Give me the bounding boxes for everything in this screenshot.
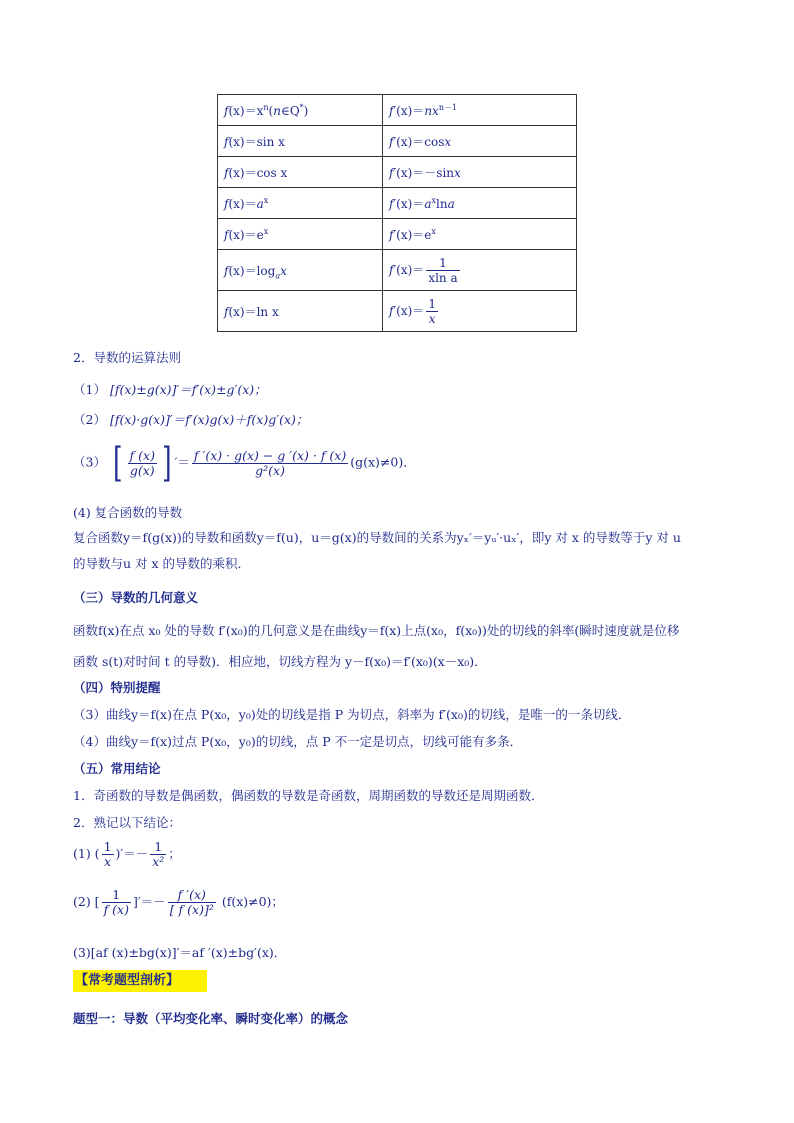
table-cell: f′(x)＝cosx (383, 126, 577, 157)
conclusion-3: (3)[af (x)±bg(x)]′＝af ′(x)±bg′(x)． (73, 945, 287, 960)
table-cell: f′(x)＝ $\frac{1}{\text{xln a}}$ (383, 250, 577, 291)
common-question-types-banner: 【常考题型剖析】 (73, 970, 207, 992)
list-item: 1．奇函数的导数是偶函数，偶函数的导数是奇函数，周期函数的导数还是周期函数． (73, 788, 544, 803)
section-heading: （三）导数的几何意义 (73, 590, 199, 605)
table-cell: $f(x)=a^x$ (218, 188, 383, 219)
table-cell: f′(x)＝ $\frac{1}{x}$ (383, 291, 577, 332)
list-item: （4）曲线y＝f(x)过点 P(x₀，y₀)的切线，点 P 不一定是切点，切线可能有多条． (73, 734, 523, 749)
table-row (218, 157, 577, 188)
fraction: $\frac{f '(x)}{\text{[ f (x)]²}}$ (169, 887, 214, 917)
question-type-heading: 题型一：导数（平均变化率、瞬时变化率）的概念 (73, 1011, 349, 1026)
table-cell: f(x)＝sin x (218, 126, 383, 157)
fraction: $\frac{f '(x) \cdot g(x) - g '(x) \cdot f (x)}{\text{g²(x)}}$ (193, 447, 347, 478)
table-row (218, 219, 577, 250)
table-row (218, 188, 577, 219)
table-cell: $f'(x)=nx^{n-1}$ (383, 95, 577, 126)
fraction: $\frac{1}{x}$ (103, 839, 112, 869)
rule-3: （3） [ $\frac{f (x)}{g(x)}$ ] ′＝ $\frac{f '(x) \cdot g(x) - g '(x) \cdot f (x)}{\text{g²(x)}}$ (g(x)≠0)． (73, 440, 416, 486)
paragraph: 函数f(x)在点 x₀ 处的导数 f′(x₀)的几何意义是在曲线y＝f(x)上点(x₀，f(x₀))处的切线的斜率(瞬时速度就是位移 (73, 623, 680, 638)
conclusion-1: (1) ( $\frac{1}{x}$ )′＝－ $\frac{1}{\text{x²}}$ ； (73, 839, 181, 869)
table-cell: f(x)＝cos x (218, 157, 383, 188)
table-cell: f(x)＝ln x (218, 291, 383, 332)
fraction: $\frac{1}{\text{x²}}$ (152, 839, 165, 869)
table-cell: $f(x)=e^x$ (218, 219, 383, 250)
table-row (218, 95, 577, 126)
fraction: $\frac{1}{\text{xln a}}$ (428, 255, 458, 285)
table-cell: $f(x)=\log_ax$ (218, 250, 383, 291)
section-heading: （四）特别提醒 (73, 680, 161, 695)
paragraph: 的导数与u 对 x 的导数的乘积． (73, 556, 251, 571)
table-row (218, 126, 577, 157)
derivative-formula-table (217, 94, 577, 332)
conclusion-2: (2) [ $\frac{1}{f (x)}$ ]′＝－ $\frac{f '(x)}{\text{[ f (x)]²}}$ (f(x)≠0)； (73, 887, 284, 917)
section-heading: （五）常用结论 (73, 761, 161, 776)
table-cell: f′(x)＝－sinx (383, 157, 577, 188)
rule-4: (4) 复合函数的导数 (73, 505, 183, 520)
section-heading: 2．导数的运算法则 (73, 350, 181, 365)
fraction: $\frac{1}{f (x)}$ (103, 887, 129, 917)
table-row (218, 250, 577, 291)
rule-2: （2） [f(x)·g(x)]′＝f′(x)g(x)＋f(x)g′(x)； (73, 412, 309, 427)
table-cell: $f(x)=x^n(n\in Q^*)$ (218, 95, 383, 126)
table-row (218, 291, 577, 332)
table-cell: $f'(x)=e^x$ (383, 219, 577, 250)
paragraph: 复合函数y＝f(g(x))的导数和函数y＝f(u)，u＝g(x)的导数间的关系为yₓ′＝yᵤ′·uₓ′，即y 对 x 的导数等于y 对 u (73, 530, 681, 545)
fraction: $\frac{1}{x}$ (428, 296, 436, 326)
table-cell: $f'(x)=a^x\ln a$ (383, 188, 577, 219)
fraction: $\frac{f (x)}{g(x)}$ (129, 447, 155, 478)
list-item: （3）曲线y＝f(x)在点 P(x₀，y₀)处的切线是指 P 为切点，斜率为 f′(x₀)的切线，是唯一的一条切线． (73, 707, 631, 722)
paragraph: 函数 s(t)对时间 t 的导数)．相应地，切线方程为 y－f(x₀)＝f′(x₀)(x－x₀)． (73, 654, 487, 669)
rule-1: （1） [f(x)±g(x)]′＝f′(x)±g′(x)； (73, 382, 267, 397)
list-item: 2．熟记以下结论： (73, 815, 181, 830)
